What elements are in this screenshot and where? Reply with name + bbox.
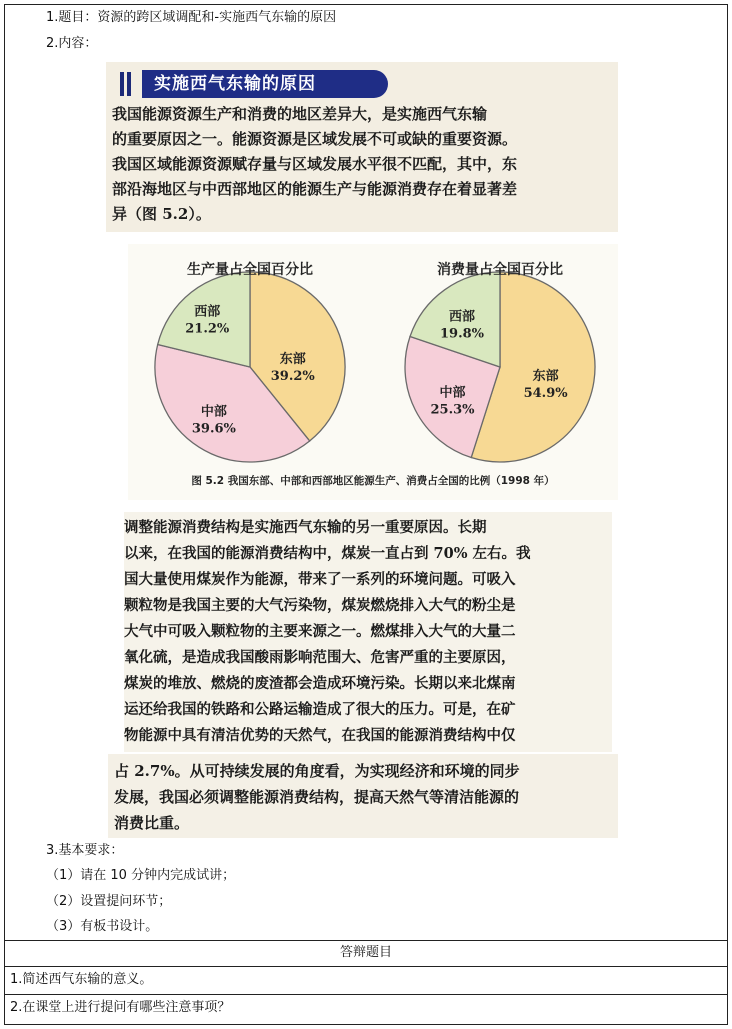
slice-value-label: 25.3% (430, 402, 475, 418)
requirements-label: 3.基本要求： (46, 843, 124, 858)
figure-5-2 (128, 244, 618, 500)
defense-question-2: 2.在课堂上进行提问有哪些注意事项？ (10, 1000, 231, 1015)
pie-title: 生产量占全国百分比 (187, 262, 313, 278)
paragraph-line: 占 2.7%。从可持续发展的角度看，为实现经济和环境的同步 (114, 762, 520, 780)
slice-label: 东部 (532, 369, 559, 385)
paragraph-line: 的重要原因之一。能源资源是区域发展不可或缺的重要资源。 (112, 130, 518, 148)
requirement-item: （3）有板书设计。 (46, 919, 159, 934)
slice-label: 西部 (194, 304, 221, 320)
requirement-item: （2）设置提问环节； (46, 894, 172, 909)
pie-chart-2 (405, 261, 595, 462)
textbook-scan-top (106, 62, 618, 232)
paragraph-line: 运还给我国的铁路和公路运输造成了很大的压力。可是，在矿 (124, 701, 516, 718)
slice-value-label: 39.6% (191, 421, 236, 437)
table-divider (5, 994, 727, 995)
defense-question-1: 1.简述西气东输的意义。 (10, 972, 153, 987)
slice-label: 中部 (200, 404, 227, 420)
slice-label: 西部 (448, 309, 476, 325)
slice-value-label: 21.2% (185, 321, 230, 337)
paragraph-line: 煤炭的堆放、燃烧的废渣都会造成环境污染。长期以来北煤南 (124, 675, 516, 692)
table-divider (5, 940, 727, 941)
defense-heading: 答辩题目 (339, 945, 392, 960)
requirement-item: （1）请在 10 分钟内完成试讲； (46, 868, 236, 883)
title-bars-icon (120, 72, 136, 96)
paragraph-line: 部沿海地区与中西部地区的能源生产与能源消费存在着显著差 (112, 180, 518, 198)
table-divider (5, 966, 727, 967)
paragraph-line: 物能源中具有清洁优势的天然气，在我国的能源消费结构中仅 (124, 727, 516, 744)
slice-label: 东部 (279, 352, 306, 367)
paragraph-line: 调整能源消费结构是实施西气东输的另一重要原因。长期 (124, 519, 487, 536)
paragraph-line: 我国区域能源资源赋存量与区域发展水平很不匹配，其中，东 (112, 155, 518, 173)
figure-caption: 图 5.2 我国东部、中部和西部地区能源生产、消费占全国的比例（1998 年） (191, 475, 555, 487)
topic-line: 1.题目：资源的跨区域调配和-实施西气东输的原因 (46, 10, 337, 25)
section-title-band (120, 70, 388, 98)
slice-label: 中部 (439, 385, 466, 401)
paragraph-line: 发展，我国必须调整能源消费结构，提高天然气等清洁能源的 (114, 788, 520, 806)
pie-charts (128, 244, 618, 500)
content-label: 2.内容： (46, 36, 98, 51)
textbook-scan-bottom (108, 754, 618, 838)
paragraph-line: 以来，在我国的能源消费结构中，煤炭一直占到 70% 左右。我 (124, 545, 531, 562)
paragraph-line: 大气中可吸入颗粒物的主要来源之一。燃煤排入大气的大量二 (124, 623, 516, 640)
slice-value-label: 54.9% (523, 386, 568, 402)
paragraph-line: 国大量使用煤炭作为能源，带来了一系列的环境问题。可吸入 (124, 571, 516, 588)
paragraph-line: 氧化硫，是造成我国酸雨影响范围大、危害严重的主要原因， (124, 649, 516, 666)
slice-value-label: 39.2% (270, 369, 315, 384)
pie-title: 消费量占全国百分比 (437, 262, 563, 278)
paragraph-line: 消费比重。 (114, 814, 190, 832)
textbook-scan-middle (124, 512, 612, 752)
section-title: 实施西气东输的原因 (142, 70, 388, 98)
paragraph-line: 异（图 5.2）。 (112, 205, 211, 223)
paragraph-line: 颗粒物是我国主要的大气污染物，煤炭燃烧排入大气的粉尘是 (124, 597, 516, 614)
pie-chart-1 (155, 261, 345, 462)
paragraph-line: 我国能源资源生产和消费的地区差异大，是实施西气东输 (112, 105, 488, 123)
slice-value-label: 19.8% (439, 326, 485, 342)
